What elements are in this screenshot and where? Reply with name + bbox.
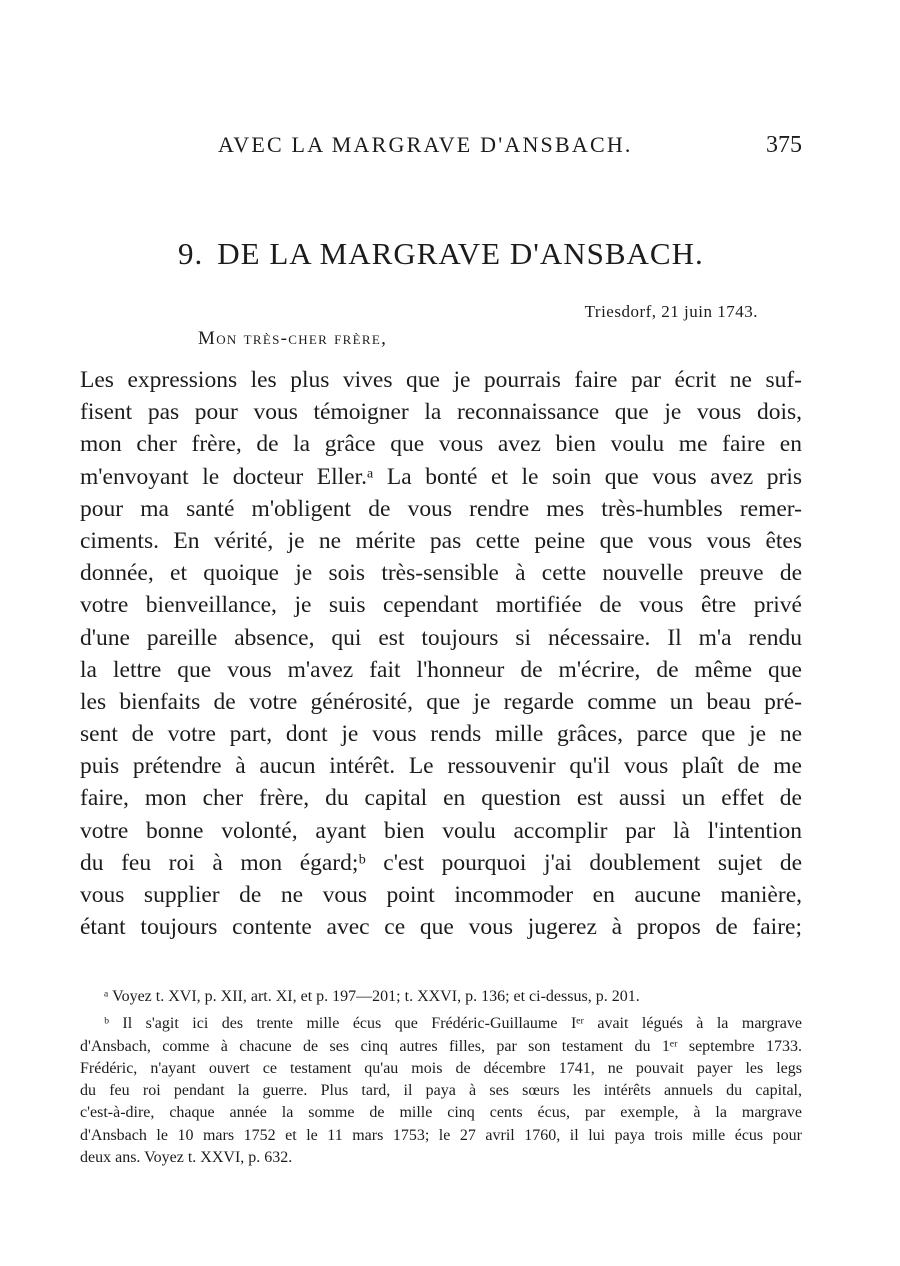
body-line: puis prétendre à aucun intérêt. Le ressouvenir qu'il vous plaît de me <box>80 753 802 780</box>
body-line: fisent pas pour vous témoigner la reconnaissance que je vous dois, <box>80 399 802 426</box>
footnote-line: d'Ansbach, comme à chacune de ses cinq autres filles, par son testament du 1ᵉʳ septembre 1733. <box>80 1037 802 1055</box>
footnote-b <box>80 1013 802 1169</box>
letter-heading <box>178 236 738 272</box>
body-line: du feu roi à mon égard;ᵇ c'est pourquoi j'ai doublement sujet de <box>80 849 802 876</box>
body-line: vous supplier de ne vous point incommoder en aucune manière, <box>80 882 802 908</box>
body-line: sent de votre part, dont je vous rends mille grâces, parce que je ne <box>80 721 802 748</box>
body-line: d'une pareille absence, qui est toujours si nécessaire. Il m'a rendu <box>80 624 802 651</box>
running-head <box>218 132 802 166</box>
body-line: votre bienveillance, je suis cependant mortifiée de vous être privé <box>80 592 802 619</box>
running-title: AVEC LA MARGRAVE D'ANSBACH. <box>218 132 633 157</box>
footnote-a <box>80 986 802 1008</box>
footnote-line: Frédéric, n'ayant ouvert ce testament qu'au mois de décembre 1741, ne pouvait payer les legs <box>80 1059 802 1077</box>
body-line: la lettre que vous m'avez fait l'honneur de m'écrire, de même que <box>80 656 802 683</box>
footnotes <box>80 986 802 1169</box>
body-line: faire, mon cher frère, du capital en question est aussi un effet de <box>80 785 802 812</box>
footnote-line: ᵇ Il s'agit ici des trente mille écus que Frédéric-Guillaume Iᵉʳ avait légués à la margrave <box>104 1015 802 1033</box>
dateline: Triesdorf, 21 juin 1743. <box>584 302 758 321</box>
body-line: mon cher frère, de la grâce que vous avez bien voulu me faire en <box>80 431 802 458</box>
footnote-line: c'est-à-dire, chaque année la somme de mille cinq cents écus, par exemple, à la margrave <box>80 1104 802 1122</box>
footnote-line: d'Ansbach le 10 mars 1752 et le 11 mars 1753; le 27 avril 1760, il lui paya trois mille écus pour <box>80 1126 802 1144</box>
body-line: étant toujours contente avec ce que vous jugerez à propos de faire; <box>80 914 802 941</box>
body-line: m'envoyant le docteur Eller.ᵃ La bonté et le soin que vous avez pris <box>80 463 802 490</box>
body-line: Les expressions les plus vives que je pourrais faire par écrit ne suf- <box>80 367 802 393</box>
body-line: donnée, et quoique je sois très-sensible à cette nouvelle preuve de <box>80 560 802 587</box>
letter-body <box>80 364 802 943</box>
footnote-line: ᵃ Voyez t. XVI, p. XII, art. XI, et p. 197—201; t. XXVI, p. 136; et ci-dessus, p. 201. <box>104 988 640 1005</box>
salutation: Mon très-cher frère, <box>198 328 388 349</box>
body-line: les bienfaits de votre générosité, que je regarde comme un beau pré- <box>80 688 802 715</box>
letter-title: DE LA MARGRAVE D'ANSBACH. <box>217 236 704 271</box>
footnote-line: deux ans. Voyez t. XXVI, p. 632. <box>80 1149 293 1167</box>
body-line: ciments. En vérité, je ne mérite pas cette peine que vous vous êtes <box>80 527 802 554</box>
body-line: votre bonne volonté, ayant bien voulu accomplir par là l'intention <box>80 817 802 844</box>
body-line: pour ma santé m'obligent de vous rendre mes très-humbles remer- <box>80 495 802 522</box>
footnote-line: du feu roi pendant la guerre. Plus tard, il paya à ses sœurs les intérêts annuels du capital, <box>80 1082 802 1100</box>
page-number: 375 <box>766 132 802 158</box>
letter-number: 9. <box>178 236 204 271</box>
